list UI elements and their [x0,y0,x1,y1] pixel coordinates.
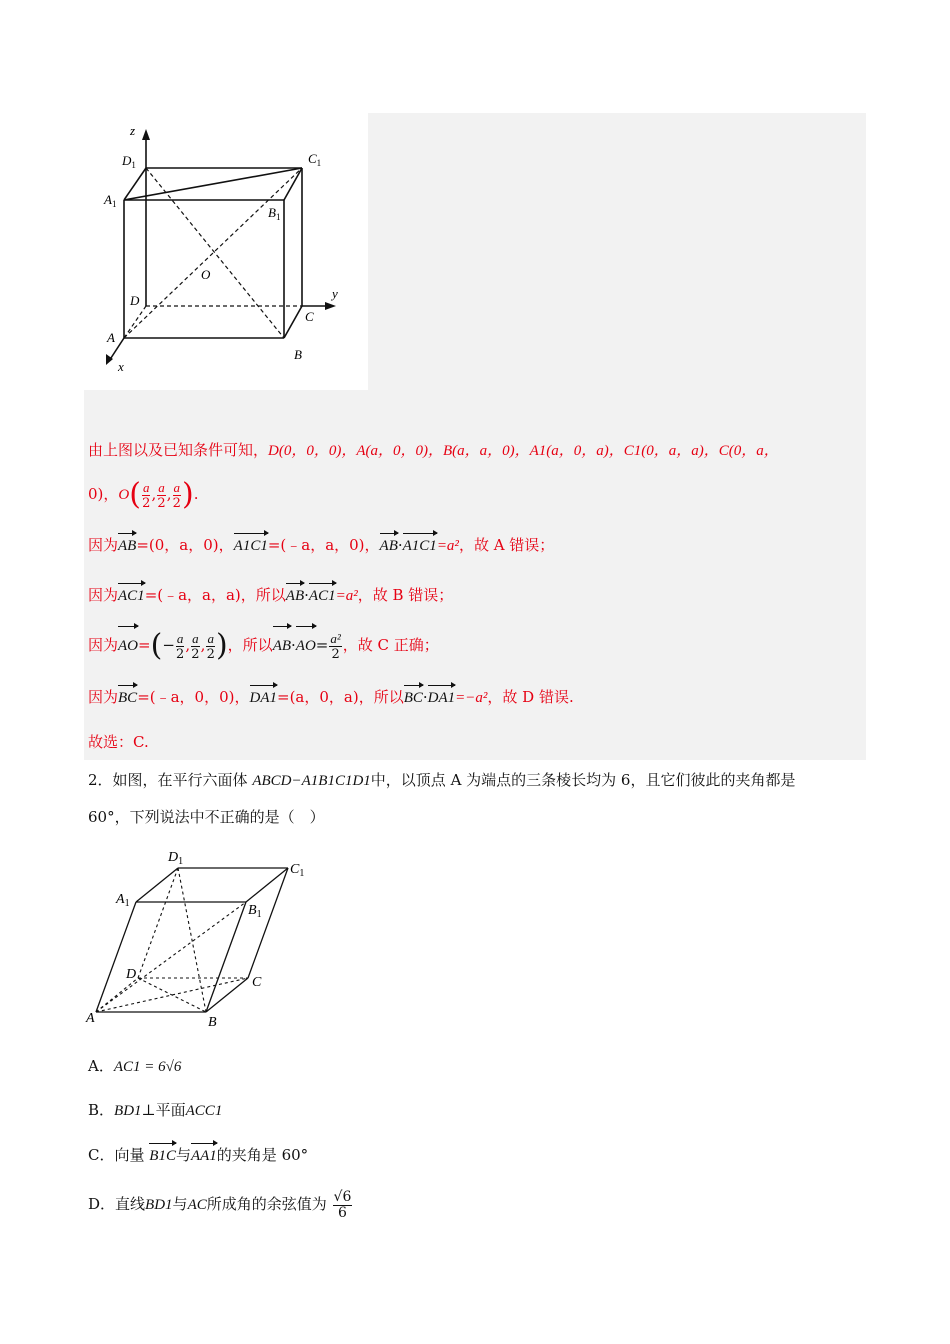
solution-line-1: 由上图以及已知条件可知，D(0，0，0)，A(a，0，0)，B(a，a，0)，A1(a，0，a)，C1(0，a，a)，C(0，a， [88,441,779,459]
parallelepiped-figure [84,840,324,1035]
label-D: D [126,967,137,982]
label-D1: $D_1$ [122,153,136,170]
label-A: A [86,1011,95,1026]
solution-option-c: 因为AO=(− $\frac{a}{2}$ , $\frac{a}{2}$ , $\frac{a}{2}$ )，所以AB·AO= $\frac{\text{a²}}{2}$ ，故 C 正确； [88,628,439,663]
vector-aa1: AA1 [191,1145,217,1167]
answer-line: 故选：C. [88,733,149,751]
vector-bc: BC [118,687,137,709]
cube-diagram [84,113,368,390]
option-d: D．直线BD1与AC所成角的余弦值为 $\frac{√6}{6}$ [88,1188,352,1221]
fraction: $\frac{√6}{6}$ [333,1188,352,1221]
option-c: C．向量 B1C与AA1的夹角是 60° [88,1144,308,1167]
fraction: $\frac{a}{2}$ [172,479,181,511]
solid-name: ABCD−A1B1C1D1 [252,773,371,789]
label-D: D [130,293,140,308]
label-C1: $C_1$ [308,151,322,168]
vector-a1c1: A1C1 [234,535,268,557]
label-A1: $A_1$ [116,892,130,909]
axis-y-label: y [332,286,338,301]
option-c-label: C． [88,1146,115,1164]
label-B: B [294,347,302,362]
fraction: $\frac{a}{2}$ [157,479,166,511]
label-C1: $C_1$ [290,862,305,879]
label-C: C [305,309,314,324]
solution-option-b: 因为AC1=(﹣a，a，a)，所以AB·AC1=a²，故 B 错误； [88,584,453,607]
solution-option-d: 因为BC=(﹣a，0，0)，DA1=(a，0，a)，所以BC·DA1=−a²，故 D 错误. [88,686,574,709]
axis-z-label: z [130,123,136,138]
label-B1: $B_1$ [268,205,281,222]
option-a [88,1055,181,1078]
option-b-label: B． [88,1101,115,1119]
label-B: B [208,1015,217,1030]
fraction: $\frac{\text{a²}}{2}$ [330,630,341,662]
option-a-label: A． [88,1057,114,1075]
question-2-line-1: 2．如图，在平行六面体 ABCD−A1B1C1D1中，以顶点 A 为端点的三条棱长均为 6，且它们彼此的夹角都是 [88,771,796,789]
option-d-label: D． [88,1195,116,1213]
axis-x-label: x [118,359,124,374]
solution-option-a: 因为AB=(0，a，0)，A1C1=(﹣a，a，0)，AB·A1C1=a²，故 A 错误； [88,534,554,557]
coordinates-text: D(0，0，0)，A(a，0，0)，B(a，a，0)，A1(a，0，a)，C1(0，a，a)，C(0，a， [268,443,779,459]
question-number: 2． [88,771,113,789]
label-A1: $A_1$ [104,192,117,209]
vector-ao: AO [118,628,138,664]
label-A: A [107,330,115,345]
label-B1: $B_1$ [248,903,262,920]
vector-b1c: B1C [149,1145,176,1167]
vector-da1: DA1 [250,687,278,709]
label-D1: $D_1$ [168,850,184,867]
cube-figure [84,113,368,390]
vector-ab: AB [118,535,136,557]
label-C: C [252,975,262,990]
vector-ac1: AC1 [118,585,145,607]
label-O: O [201,267,211,282]
option-a-expr: AC1 = 6√6 [113,1059,182,1075]
solution-line-2: 0)，O( $\frac{a}{2}$ , $\frac{a}{2}$ , $\frac{a}{2}$ ). [88,477,199,512]
fraction: $\frac{a}{2}$ [142,479,151,511]
option-b: B．BD1⊥平面ACC1 [88,1101,223,1119]
question-2-line-2: 60°，下列说法中不正确的是（ ） [88,808,325,826]
